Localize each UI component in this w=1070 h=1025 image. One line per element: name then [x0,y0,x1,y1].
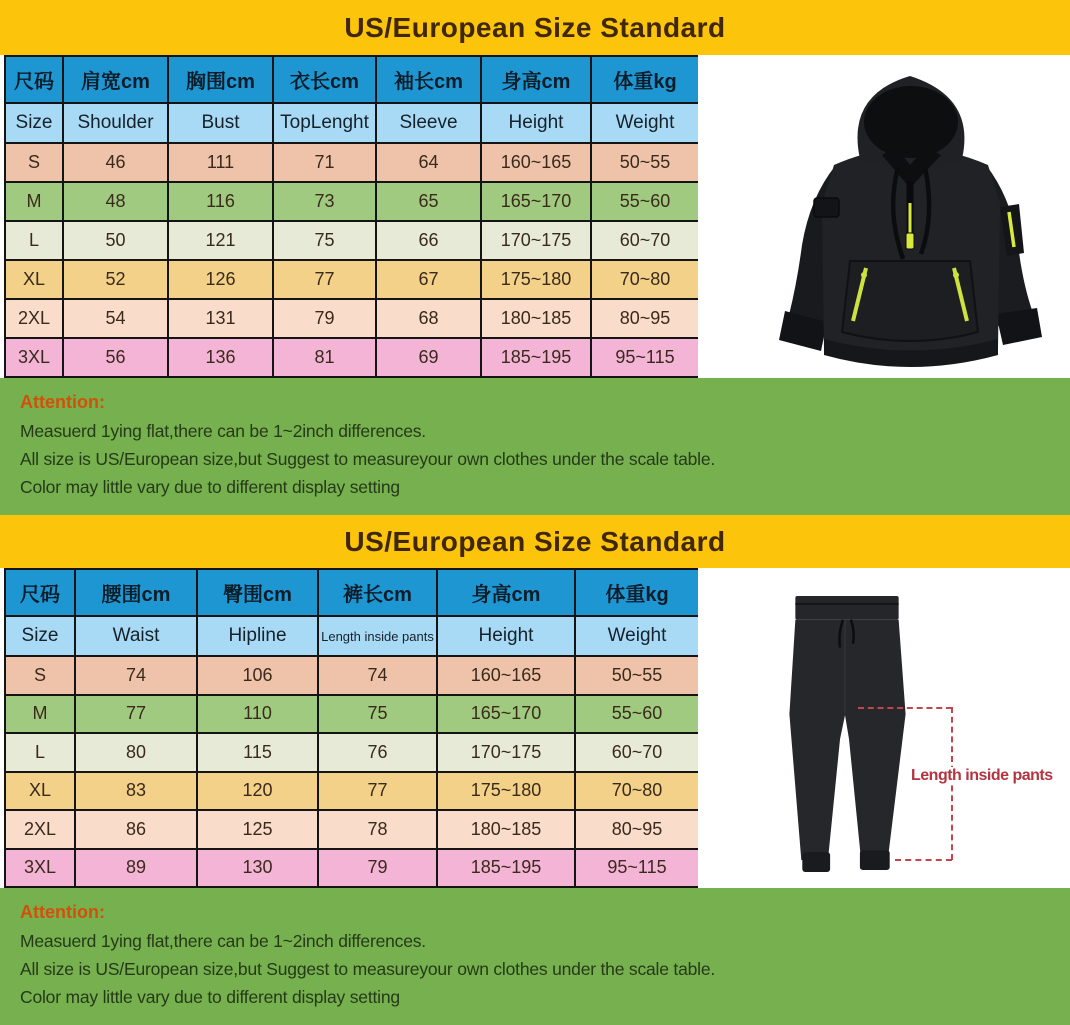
value-cell: 125 [197,810,318,849]
column-header-en: Sleeve [376,103,481,143]
table-row [5,143,699,182]
column-header-cn: 胸围cm [168,56,273,103]
value-cell: 52 [63,260,168,299]
table-row [5,810,699,849]
value-cell: 54 [63,299,168,338]
hoodie-table-body [5,143,699,377]
value-cell: 77 [75,695,197,734]
value-cell: 80~95 [591,299,699,338]
column-header-en: Bust [168,103,273,143]
column-header-cn: 尺码 [5,569,75,616]
value-cell: 160~165 [437,656,575,695]
size-cell: XL [5,260,63,299]
value-cell: 165~170 [437,695,575,734]
length-inside-pants-label: Length inside pants [908,767,1056,785]
value-cell: 55~60 [591,182,699,221]
value-cell: 56 [63,338,168,377]
value-cell: 95~115 [575,849,699,888]
column-header-cn: 袖长cm [376,56,481,103]
pants-image-panel [698,568,1070,888]
table-row [5,221,699,260]
attention-line: All size is US/European size,but Suggest to measureyour own clothes under the scale table. [20,449,716,469]
pants-left-cuff [802,852,830,872]
value-cell: 76 [318,733,437,772]
value-cell: 75 [273,221,376,260]
value-cell: 131 [168,299,273,338]
column-header-en: Height [437,616,575,656]
column-header-en: Shoulder [63,103,168,143]
title-band-top [0,0,1070,55]
column-header-cn: 衣长cm [273,56,376,103]
column-header-en: TopLenght [273,103,376,143]
value-cell: 78 [318,810,437,849]
value-cell: 170~175 [481,221,591,260]
column-header-cn: 裤长cm [318,569,437,616]
title-band-bottom [0,515,1070,568]
column-header-cn: 体重kg [575,569,699,616]
value-cell: 46 [63,143,168,182]
hoodie-image [760,61,1060,377]
size-cell: S [5,143,63,182]
column-header-en: Hipline [197,616,318,656]
value-cell: 175~180 [437,772,575,811]
value-cell: 60~70 [591,221,699,260]
pants-right-cuff [860,850,890,870]
attention-section-bottom [0,888,1070,1025]
length-bracket-bottom-line [895,859,952,861]
attention-line: Color may little vary due to different display setting [20,477,400,497]
value-cell: 68 [376,299,481,338]
table-row [5,260,699,299]
header-row-en [5,103,699,143]
value-cell: 69 [376,338,481,377]
size-cell: M [5,182,63,221]
value-cell: 79 [318,849,437,888]
pants-legs [789,620,905,860]
value-cell: 160~165 [481,143,591,182]
size-cell: 3XL [5,338,63,377]
size-cell: M [5,695,75,734]
header-row-en [5,616,699,656]
value-cell: 86 [75,810,197,849]
value-cell: 70~80 [575,772,699,811]
size-cell: 2XL [5,299,63,338]
column-header-en: Size [5,616,75,656]
column-header-cn: 身高cm [437,569,575,616]
table-row [5,733,699,772]
column-header-en: Weight [575,616,699,656]
hoodie-pocket-pull-left [861,272,867,278]
value-cell: 64 [376,143,481,182]
value-cell: 67 [376,260,481,299]
value-cell: 180~185 [481,299,591,338]
hoodie-section [0,55,1070,378]
value-cell: 74 [318,656,437,695]
value-cell: 50~55 [591,143,699,182]
value-cell: 80~95 [575,810,699,849]
length-bracket-top-line [858,707,952,709]
column-header-en: Waist [75,616,197,656]
value-cell: 55~60 [575,695,699,734]
table-row [5,338,699,377]
value-cell: 79 [273,299,376,338]
value-cell: 50 [63,221,168,260]
value-cell: 75 [318,695,437,734]
value-cell: 126 [168,260,273,299]
table-row [5,656,699,695]
value-cell: 175~180 [481,260,591,299]
value-cell: 185~195 [481,338,591,377]
value-cell: 95~115 [591,338,699,377]
value-cell: 71 [273,143,376,182]
value-cell: 83 [75,772,197,811]
page-title-2: US/European Size Standard [344,525,726,557]
pants-table-head [5,569,699,656]
table-row [5,182,699,221]
value-cell: 77 [273,260,376,299]
value-cell: 80 [75,733,197,772]
size-cell: 3XL [5,849,75,888]
size-cell: XL [5,772,75,811]
pants-image [776,590,918,878]
hoodie-hood-inner [864,86,958,158]
value-cell: 180~185 [437,810,575,849]
hoodie-shoulder-flap [814,198,839,217]
value-cell: 73 [273,182,376,221]
column-header-cn: 腰围cm [75,569,197,616]
hoodie-zip-pull [906,233,914,249]
value-cell: 185~195 [437,849,575,888]
table-row [5,299,699,338]
value-cell: 106 [197,656,318,695]
pants-size-table [4,568,700,888]
attention-line: All size is US/European size,but Suggest to measureyour own clothes under the scale table. [20,959,716,979]
pants-table-body [5,656,699,887]
attention-label: Attention: [20,902,105,922]
column-header-cn: 体重kg [591,56,699,103]
value-cell: 136 [168,338,273,377]
value-cell: 115 [197,733,318,772]
value-cell: 70~80 [591,260,699,299]
attention-line: Color may little vary due to different display setting [20,987,400,1007]
table-row [5,695,699,734]
hoodie-image-panel [698,55,1070,378]
pants-section [0,568,1070,888]
value-cell: 65 [376,182,481,221]
header-row-cn [5,56,699,103]
table-row [5,772,699,811]
column-header-en: Weight [591,103,699,143]
attention-line: Measuerd 1ying flat,there can be 1~2inch differences. [20,421,426,441]
value-cell: 77 [318,772,437,811]
column-header-en: Length inside pants [318,616,437,656]
hoodie-size-table [4,55,700,378]
hoodie-right-cuff [996,308,1042,345]
size-cell: S [5,656,75,695]
hoodie-table-head [5,56,699,143]
value-cell: 50~55 [575,656,699,695]
column-header-en: Size [5,103,63,143]
header-row-cn [5,569,699,616]
size-cell: L [5,221,63,260]
hoodie-pocket-pull-right [953,272,959,278]
attention-label: Attention: [20,392,105,412]
value-cell: 81 [273,338,376,377]
column-header-cn: 臀围cm [197,569,318,616]
size-cell: 2XL [5,810,75,849]
table-row [5,849,699,888]
value-cell: 60~70 [575,733,699,772]
column-header-cn: 尺码 [5,56,63,103]
value-cell: 66 [376,221,481,260]
column-header-cn: 肩宽cm [63,56,168,103]
value-cell: 165~170 [481,182,591,221]
attention-line: Measuerd 1ying flat,there can be 1~2inch differences. [20,931,426,951]
value-cell: 111 [168,143,273,182]
value-cell: 170~175 [437,733,575,772]
attention-section-top [0,378,1070,515]
column-header-en: Height [481,103,591,143]
column-header-cn: 身高cm [481,56,591,103]
value-cell: 120 [197,772,318,811]
value-cell: 116 [168,182,273,221]
value-cell: 89 [75,849,197,888]
value-cell: 74 [75,656,197,695]
size-cell: L [5,733,75,772]
value-cell: 110 [197,695,318,734]
value-cell: 48 [63,182,168,221]
value-cell: 121 [168,221,273,260]
pants-waistband [795,596,898,620]
page-title: US/European Size Standard [344,11,726,43]
value-cell: 130 [197,849,318,888]
